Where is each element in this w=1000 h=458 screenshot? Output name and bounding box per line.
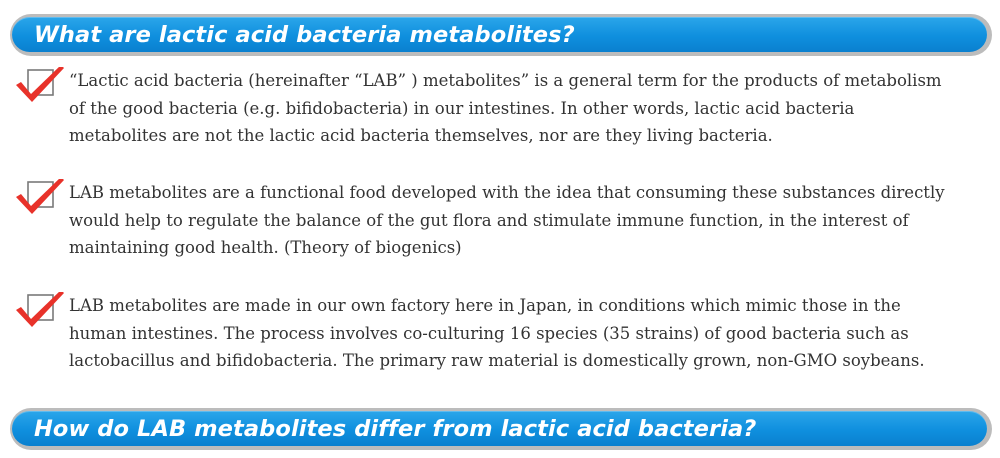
- text-line: maintaining good health. (Theory of biogenics): [69, 238, 462, 257]
- checkmark-icon: [14, 179, 66, 219]
- section-heading-banner: [10, 14, 992, 56]
- checklist-item-text: [69, 292, 994, 375]
- text-line: lactobacillus and bifidobacteria. The primary raw material is domestically grown, non-GMO soybeans.: [69, 351, 925, 370]
- checklist-item-text: [69, 67, 994, 150]
- text-line: would help to regulate the balance of the gut flora and stimulate immune function, in the interest of: [69, 210, 909, 230]
- section-heading: How do LAB metabolites differ from lactic acid bacteria?: [34, 416, 757, 442]
- text-line: “Lactic acid bacteria (hereinafter “LAB” ) metabolites” is a general term for the products of metabolism: [69, 71, 942, 90]
- text-line: LAB metabolites are a functional food developed with the idea that consuming these substances directly: [69, 183, 945, 202]
- text-line: metabolites are not the lactic acid bacteria themselves, nor are they living bacteria.: [69, 126, 773, 145]
- text-line: human intestines. The process involves co-culturing 16 species (35 strains) of good bacteria such as: [69, 323, 909, 343]
- section-heading-bar: [12, 411, 987, 446]
- text-line: LAB metabolites are made in our own factory here in Japan, in conditions which mimic those in the: [69, 296, 901, 315]
- checkmark-icon: [14, 292, 66, 332]
- checkmark-icon: [14, 67, 66, 107]
- section-heading: What are lactic acid bacteria metabolites?: [34, 22, 575, 48]
- section-heading-bar: [12, 17, 987, 52]
- text-line: of the good bacteria (e.g. bifidobacteria) in our intestines. In other words, lactic acid bacteria: [69, 98, 855, 118]
- checklist-item-text: [69, 179, 994, 262]
- section-heading-banner: [10, 408, 992, 450]
